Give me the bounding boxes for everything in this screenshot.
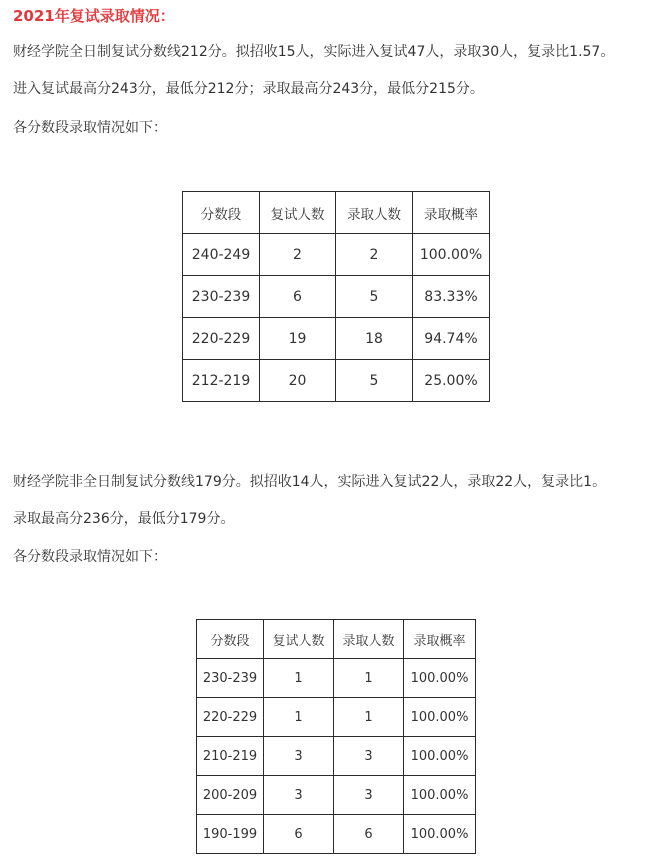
parttime-intro: 各分数段录取情况如下： bbox=[13, 549, 167, 565]
table-cell: 3 bbox=[334, 776, 404, 815]
table-cell: 100.00% bbox=[404, 776, 476, 815]
table-cell: 210-219 bbox=[197, 737, 264, 776]
header-cell: 录取概率 bbox=[404, 620, 476, 659]
table-cell: 1 bbox=[264, 698, 334, 737]
parttime-table bbox=[196, 619, 476, 854]
table-row bbox=[197, 776, 476, 815]
table-cell: 2 bbox=[260, 234, 336, 276]
table-cell: 3 bbox=[264, 737, 334, 776]
table-cell: 83.33% bbox=[413, 276, 490, 318]
table-cell: 1 bbox=[334, 659, 404, 698]
table-cell: 6 bbox=[334, 815, 404, 854]
parttime-summary: 财经学院非全日制复试分数线179分。拟招收14人，实际进入复试22人，录取22人，复录比1。 bbox=[13, 474, 607, 490]
parttime-scores: 录取最高分236分，最低分179分。 bbox=[13, 511, 235, 527]
table-cell: 230-239 bbox=[197, 659, 264, 698]
header-cell: 复试人数 bbox=[264, 620, 334, 659]
table-cell: 2 bbox=[336, 234, 413, 276]
table-cell: 5 bbox=[336, 360, 413, 402]
header-cell: 复试人数 bbox=[260, 192, 336, 234]
table-cell: 5 bbox=[336, 276, 413, 318]
fulltime-table bbox=[182, 191, 490, 402]
table-cell: 3 bbox=[264, 776, 334, 815]
table-row bbox=[183, 276, 490, 318]
table-cell: 100.00% bbox=[404, 698, 476, 737]
header-cell: 录取概率 bbox=[413, 192, 490, 234]
table-cell: 212-219 bbox=[183, 360, 260, 402]
table-row bbox=[183, 360, 490, 402]
table-row bbox=[197, 815, 476, 854]
table-cell: 240-249 bbox=[183, 234, 260, 276]
table-header-row bbox=[197, 620, 476, 659]
table-cell: 100.00% bbox=[404, 737, 476, 776]
header-cell: 分数段 bbox=[183, 192, 260, 234]
table-cell: 94.74% bbox=[413, 318, 490, 360]
table-cell: 1 bbox=[264, 659, 334, 698]
table-cell: 19 bbox=[260, 318, 336, 360]
table-cell: 25.00% bbox=[413, 360, 490, 402]
table-cell: 6 bbox=[264, 815, 334, 854]
section-title: 2021年复试录取情况： bbox=[13, 7, 175, 25]
table-cell: 3 bbox=[334, 737, 404, 776]
table-cell: 220-229 bbox=[183, 318, 260, 360]
table-cell: 6 bbox=[260, 276, 336, 318]
table-cell: 100.00% bbox=[404, 815, 476, 854]
table-cell: 200-209 bbox=[197, 776, 264, 815]
header-cell: 分数段 bbox=[197, 620, 264, 659]
table-row bbox=[183, 234, 490, 276]
table-cell: 220-229 bbox=[197, 698, 264, 737]
table-row bbox=[183, 318, 490, 360]
header-cell: 录取人数 bbox=[336, 192, 413, 234]
table-cell: 20 bbox=[260, 360, 336, 402]
table-cell: 100.00% bbox=[413, 234, 490, 276]
table-cell: 18 bbox=[336, 318, 413, 360]
table-header-row bbox=[183, 192, 490, 234]
table-row bbox=[197, 737, 476, 776]
table-cell: 190-199 bbox=[197, 815, 264, 854]
fulltime-scores: 进入复试最高分243分，最低分212分；录取最高分243分，最低分215分。 bbox=[13, 81, 484, 97]
table-row bbox=[197, 698, 476, 737]
table-cell: 100.00% bbox=[404, 659, 476, 698]
table-cell: 1 bbox=[334, 698, 404, 737]
table-cell: 230-239 bbox=[183, 276, 260, 318]
header-cell: 录取人数 bbox=[334, 620, 404, 659]
table-row bbox=[197, 659, 476, 698]
fulltime-intro: 各分数段录取情况如下： bbox=[13, 120, 167, 136]
fulltime-summary: 财经学院全日制复试分数线212分。拟招收15人，实际进入复试47人，录取30人，复录比1.57。 bbox=[13, 44, 615, 60]
